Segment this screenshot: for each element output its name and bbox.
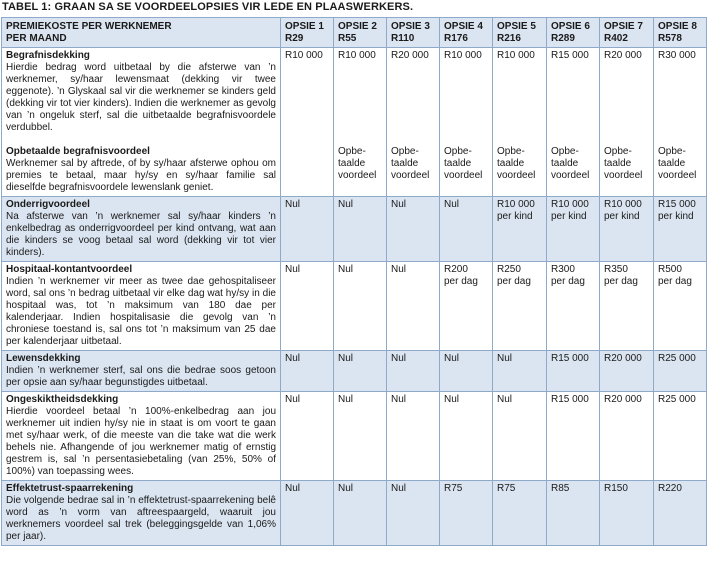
- value-text: R25 000: [658, 394, 696, 405]
- paid-up-value-text: Opbe-: [444, 146, 472, 157]
- paid-up-value-text: taalde: [391, 158, 419, 169]
- value-text: R15 000: [551, 353, 589, 364]
- value-text: Nul: [444, 199, 460, 210]
- value-text: R500: [658, 264, 682, 275]
- value-cell: [440, 262, 493, 351]
- value-cell: [281, 48, 334, 197]
- paid-up-value-text: taalde: [338, 158, 366, 169]
- value-cell: [387, 48, 440, 197]
- header-option-5: [493, 18, 547, 48]
- value-text: R300: [551, 264, 575, 275]
- header-option-1: [281, 18, 334, 48]
- benefits-table: [1, 17, 707, 546]
- row-description: [2, 392, 281, 481]
- value-cell: [600, 262, 654, 351]
- row-title: Onderrigvoordeel: [6, 199, 90, 210]
- paid-up-value-text: Opbe-: [497, 146, 525, 157]
- option-name: OPSIE 7: [604, 21, 643, 32]
- option-name: OPSIE 6: [551, 21, 590, 32]
- value-cell: [654, 197, 707, 262]
- header-option-4: [440, 18, 493, 48]
- paid-up-value-text: voordeel: [604, 170, 643, 181]
- value-text: R10 000: [604, 199, 642, 210]
- value-cell: [493, 392, 547, 481]
- table-row: [2, 392, 707, 481]
- value-text: R25 000: [658, 353, 696, 364]
- value-text: R15 000: [551, 50, 589, 61]
- value-text: R75: [497, 483, 516, 494]
- value-text: R20 000: [604, 394, 642, 405]
- value-cell: [440, 351, 493, 392]
- option-price: R110: [391, 33, 415, 44]
- value-text: Nul: [285, 264, 301, 275]
- header-premium-cost: [2, 18, 281, 48]
- option-name: OPSIE 2: [338, 21, 377, 32]
- value-text: R75: [444, 483, 463, 494]
- row-subtext: Werknemer sal by aftrede, of by sy/haar afsterwe ophou om premies te betaal, maar hy/sy en sy/haar familie sal dieselfde begrafnisvoordele lewenslank geniet.: [6, 158, 276, 193]
- value-text: R10 000: [497, 50, 535, 61]
- row-description: [2, 351, 281, 392]
- value-cell: [600, 48, 654, 197]
- value-text: R350: [604, 264, 628, 275]
- value-text: R20 000: [604, 353, 642, 364]
- option-name: OPSIE 1: [285, 21, 324, 32]
- option-price: R176: [444, 33, 468, 44]
- value-cell: [334, 48, 387, 197]
- value-cell: [334, 351, 387, 392]
- value-text: per kind: [658, 211, 694, 222]
- value-cell: [493, 351, 547, 392]
- header-row: [2, 18, 707, 48]
- value-text: R10 000: [551, 199, 589, 210]
- option-price: R216: [497, 33, 521, 44]
- value-cell: [440, 481, 493, 546]
- paid-up-value-text: Opbe-: [658, 146, 686, 157]
- value-cell: [493, 197, 547, 262]
- value-text: R10 000: [444, 50, 482, 61]
- row-text: Indien ’n werknemer sterf, sal ons die bedrae soos getoon per opsie aan sy/haar begunstigdes uitbetaal.: [6, 365, 276, 388]
- row-text: Hierdie voordeel betaal ’n 100%-enkelbedrag aan jou werknemer uit indien hy/sy nie in staat is om voort te gaan met sy/haar werk, of die meeste van die take wat die werk behels nie. Afhangende of jou werknemer matig of ernstig gestrem is, sal ’n persentasiebetaling (van 25%, 50% of 100%) van toepassing wees.: [6, 406, 276, 477]
- value-cell: [440, 48, 493, 197]
- value-text: per kind: [497, 211, 533, 222]
- value-cell: [547, 351, 600, 392]
- table-caption: TABEL 1: GRAAN SA SE VOORDEELOPSIES VIR LEDE EN PLAASWERKERS.: [2, 1, 414, 13]
- header-option-2: [334, 18, 387, 48]
- paid-up-value-text: voordeel: [497, 170, 536, 181]
- value-cell: [387, 481, 440, 546]
- paid-up-value-text: taalde: [658, 158, 686, 169]
- value-cell: [334, 262, 387, 351]
- value-text: Nul: [338, 264, 354, 275]
- value-cell: [387, 351, 440, 392]
- header-premium-line1: PREMIEKOSTE PER WERKNEMER: [6, 21, 172, 32]
- row-title: Begrafnisdekking: [6, 50, 90, 61]
- value-text: per kind: [551, 211, 587, 222]
- paid-up-value-text: voordeel: [551, 170, 590, 181]
- value-cell: [654, 481, 707, 546]
- table-row: [2, 351, 707, 392]
- value-cell: [547, 481, 600, 546]
- table-row: [2, 197, 707, 262]
- paid-up-value-text: taalde: [444, 158, 472, 169]
- paid-up-value-text: voordeel: [444, 170, 483, 181]
- value-text: Nul: [338, 394, 354, 405]
- value-text: Nul: [444, 353, 460, 364]
- value-text: per kind: [604, 211, 640, 222]
- value-text: Nul: [285, 199, 301, 210]
- row-subtitle: Opbetaalde begrafnisvoordeel: [6, 146, 150, 157]
- paid-up-value-text: voordeel: [391, 170, 430, 181]
- value-text: R10 000: [285, 50, 323, 61]
- value-cell: [600, 392, 654, 481]
- value-text: Nul: [391, 483, 407, 494]
- paid-up-value-text: Opbe-: [604, 146, 632, 157]
- row-text: Indien ’n werknemer vir meer as twee dae gehospitaliseer word, sal ons ’n bedrag uitbetaal vir elke dag wat hy/sy in die hospitaal was, tot ’n maksimum van 180 dae per kalenderjaar. Indien hospitalisasie die gevolg van ’n chroniese toestand is, sal ons tot ’n maksimum van 25 dae per kalenderjaar uitbetaal.: [6, 276, 276, 347]
- value-cell: [654, 48, 707, 197]
- row-text: Die volgende bedrae sal in ’n effektetrust-spaarrekening belê word as ’n vorm van aftreespaargeld, waaruit jou werknemers voordeel sal trek (beleggingsgelde van 1,06% per jaar).: [6, 495, 276, 542]
- paid-up-value-text: taalde: [551, 158, 579, 169]
- value-cell: [493, 262, 547, 351]
- value-cell: [334, 392, 387, 481]
- value-text: Nul: [338, 199, 354, 210]
- value-text: Nul: [285, 353, 301, 364]
- value-text: per dag: [497, 276, 531, 287]
- header-option-8: [654, 18, 707, 48]
- value-text: Nul: [391, 199, 407, 210]
- value-text: R20 000: [391, 50, 429, 61]
- option-name: OPSIE 5: [497, 21, 536, 32]
- value-text: R85: [551, 483, 570, 494]
- value-cell: [600, 351, 654, 392]
- value-cell: [334, 481, 387, 546]
- value-cell: [334, 197, 387, 262]
- value-cell: [547, 392, 600, 481]
- value-text: Nul: [391, 264, 407, 275]
- value-text: Nul: [391, 353, 407, 364]
- paid-up-value-text: Opbe-: [391, 146, 419, 157]
- value-cell: [654, 351, 707, 392]
- value-cell: [654, 262, 707, 351]
- value-text: per dag: [551, 276, 585, 287]
- value-cell: [281, 262, 334, 351]
- row-text: Na afsterwe van ’n werknemer sal sy/haar kinders ’n enkelbedrag as onderrigvoordeel per kind ontvang, wat aan die kinders se voog betaal sal word (dekking vir tot vier kinders).: [6, 211, 276, 258]
- value-cell: [281, 197, 334, 262]
- value-text: Nul: [444, 394, 460, 405]
- value-text: Nul: [497, 394, 513, 405]
- value-cell: [281, 351, 334, 392]
- paid-up-value-text: taalde: [497, 158, 525, 169]
- value-cell: [440, 392, 493, 481]
- value-cell: [654, 392, 707, 481]
- value-cell: [440, 197, 493, 262]
- value-text: R30 000: [658, 50, 696, 61]
- table-row: [2, 262, 707, 351]
- value-cell: [547, 48, 600, 197]
- value-text: per dag: [604, 276, 638, 287]
- row-title: Effektetrust-spaarrekening: [6, 483, 134, 494]
- value-cell: [600, 197, 654, 262]
- option-name: OPSIE 4: [444, 21, 483, 32]
- header-option-3: [387, 18, 440, 48]
- option-name: OPSIE 8: [658, 21, 697, 32]
- option-name: OPSIE 3: [391, 21, 430, 32]
- value-cell: [493, 481, 547, 546]
- value-text: R15 000: [658, 199, 696, 210]
- value-cell: [547, 197, 600, 262]
- row-title: Lewensdekking: [6, 353, 81, 364]
- value-text: Nul: [285, 394, 301, 405]
- value-cell: [387, 392, 440, 481]
- table-row: [2, 48, 707, 197]
- table-row: [2, 481, 707, 546]
- value-cell: [600, 481, 654, 546]
- value-text: Nul: [497, 353, 513, 364]
- value-text: Nul: [338, 483, 354, 494]
- value-cell: [281, 392, 334, 481]
- row-description: [2, 262, 281, 351]
- option-price: R29: [285, 33, 304, 44]
- value-text: R10 000: [338, 50, 376, 61]
- header-option-7: [600, 18, 654, 48]
- value-cell: [281, 481, 334, 546]
- paid-up-value-text: Opbe-: [338, 146, 366, 157]
- value-text: R220: [658, 483, 682, 494]
- option-price: R402: [604, 33, 628, 44]
- row-title: Hospitaal-kontantvoordeel: [6, 264, 133, 275]
- value-text: R20 000: [604, 50, 642, 61]
- paid-up-value-text: voordeel: [658, 170, 697, 181]
- value-cell: [387, 197, 440, 262]
- value-text: R150: [604, 483, 628, 494]
- row-title: Ongeskiktheidsdekking: [6, 394, 119, 405]
- value-text: per dag: [444, 276, 478, 287]
- header-premium-line2: PER MAAND: [6, 33, 67, 44]
- row-description: [2, 481, 281, 546]
- row-description: [2, 197, 281, 262]
- value-cell: [493, 48, 547, 197]
- value-text: Nul: [338, 353, 354, 364]
- value-text: R15 000: [551, 394, 589, 405]
- row-description: [2, 48, 281, 197]
- value-text: R200: [444, 264, 468, 275]
- paid-up-value-text: taalde: [604, 158, 632, 169]
- paid-up-value-text: voordeel: [338, 170, 377, 181]
- value-cell: [547, 262, 600, 351]
- value-text: Nul: [285, 483, 301, 494]
- value-text: Nul: [391, 394, 407, 405]
- option-price: R578: [658, 33, 682, 44]
- row-text: Hierdie bedrag word uitbetaal by die afsterwe van ’n werknemer, sy/haar lewensmaat (dekking vir twee eggenote). ’n Glyskaal sal vir die werknemer se kinders geld (dekking vir tot vier kinders). Indien die werknemer as gevolg van ’n ongeluk sterf, sal die uitbetaalde begrafnisvoordele verdubbel.: [6, 62, 276, 133]
- value-cell: [387, 262, 440, 351]
- value-text: R250: [497, 264, 521, 275]
- option-price: R55: [338, 33, 357, 44]
- header-option-6: [547, 18, 600, 48]
- paid-up-value-text: Opbe-: [551, 146, 579, 157]
- value-text: R10 000: [497, 199, 535, 210]
- option-price: R289: [551, 33, 575, 44]
- value-text: per dag: [658, 276, 692, 287]
